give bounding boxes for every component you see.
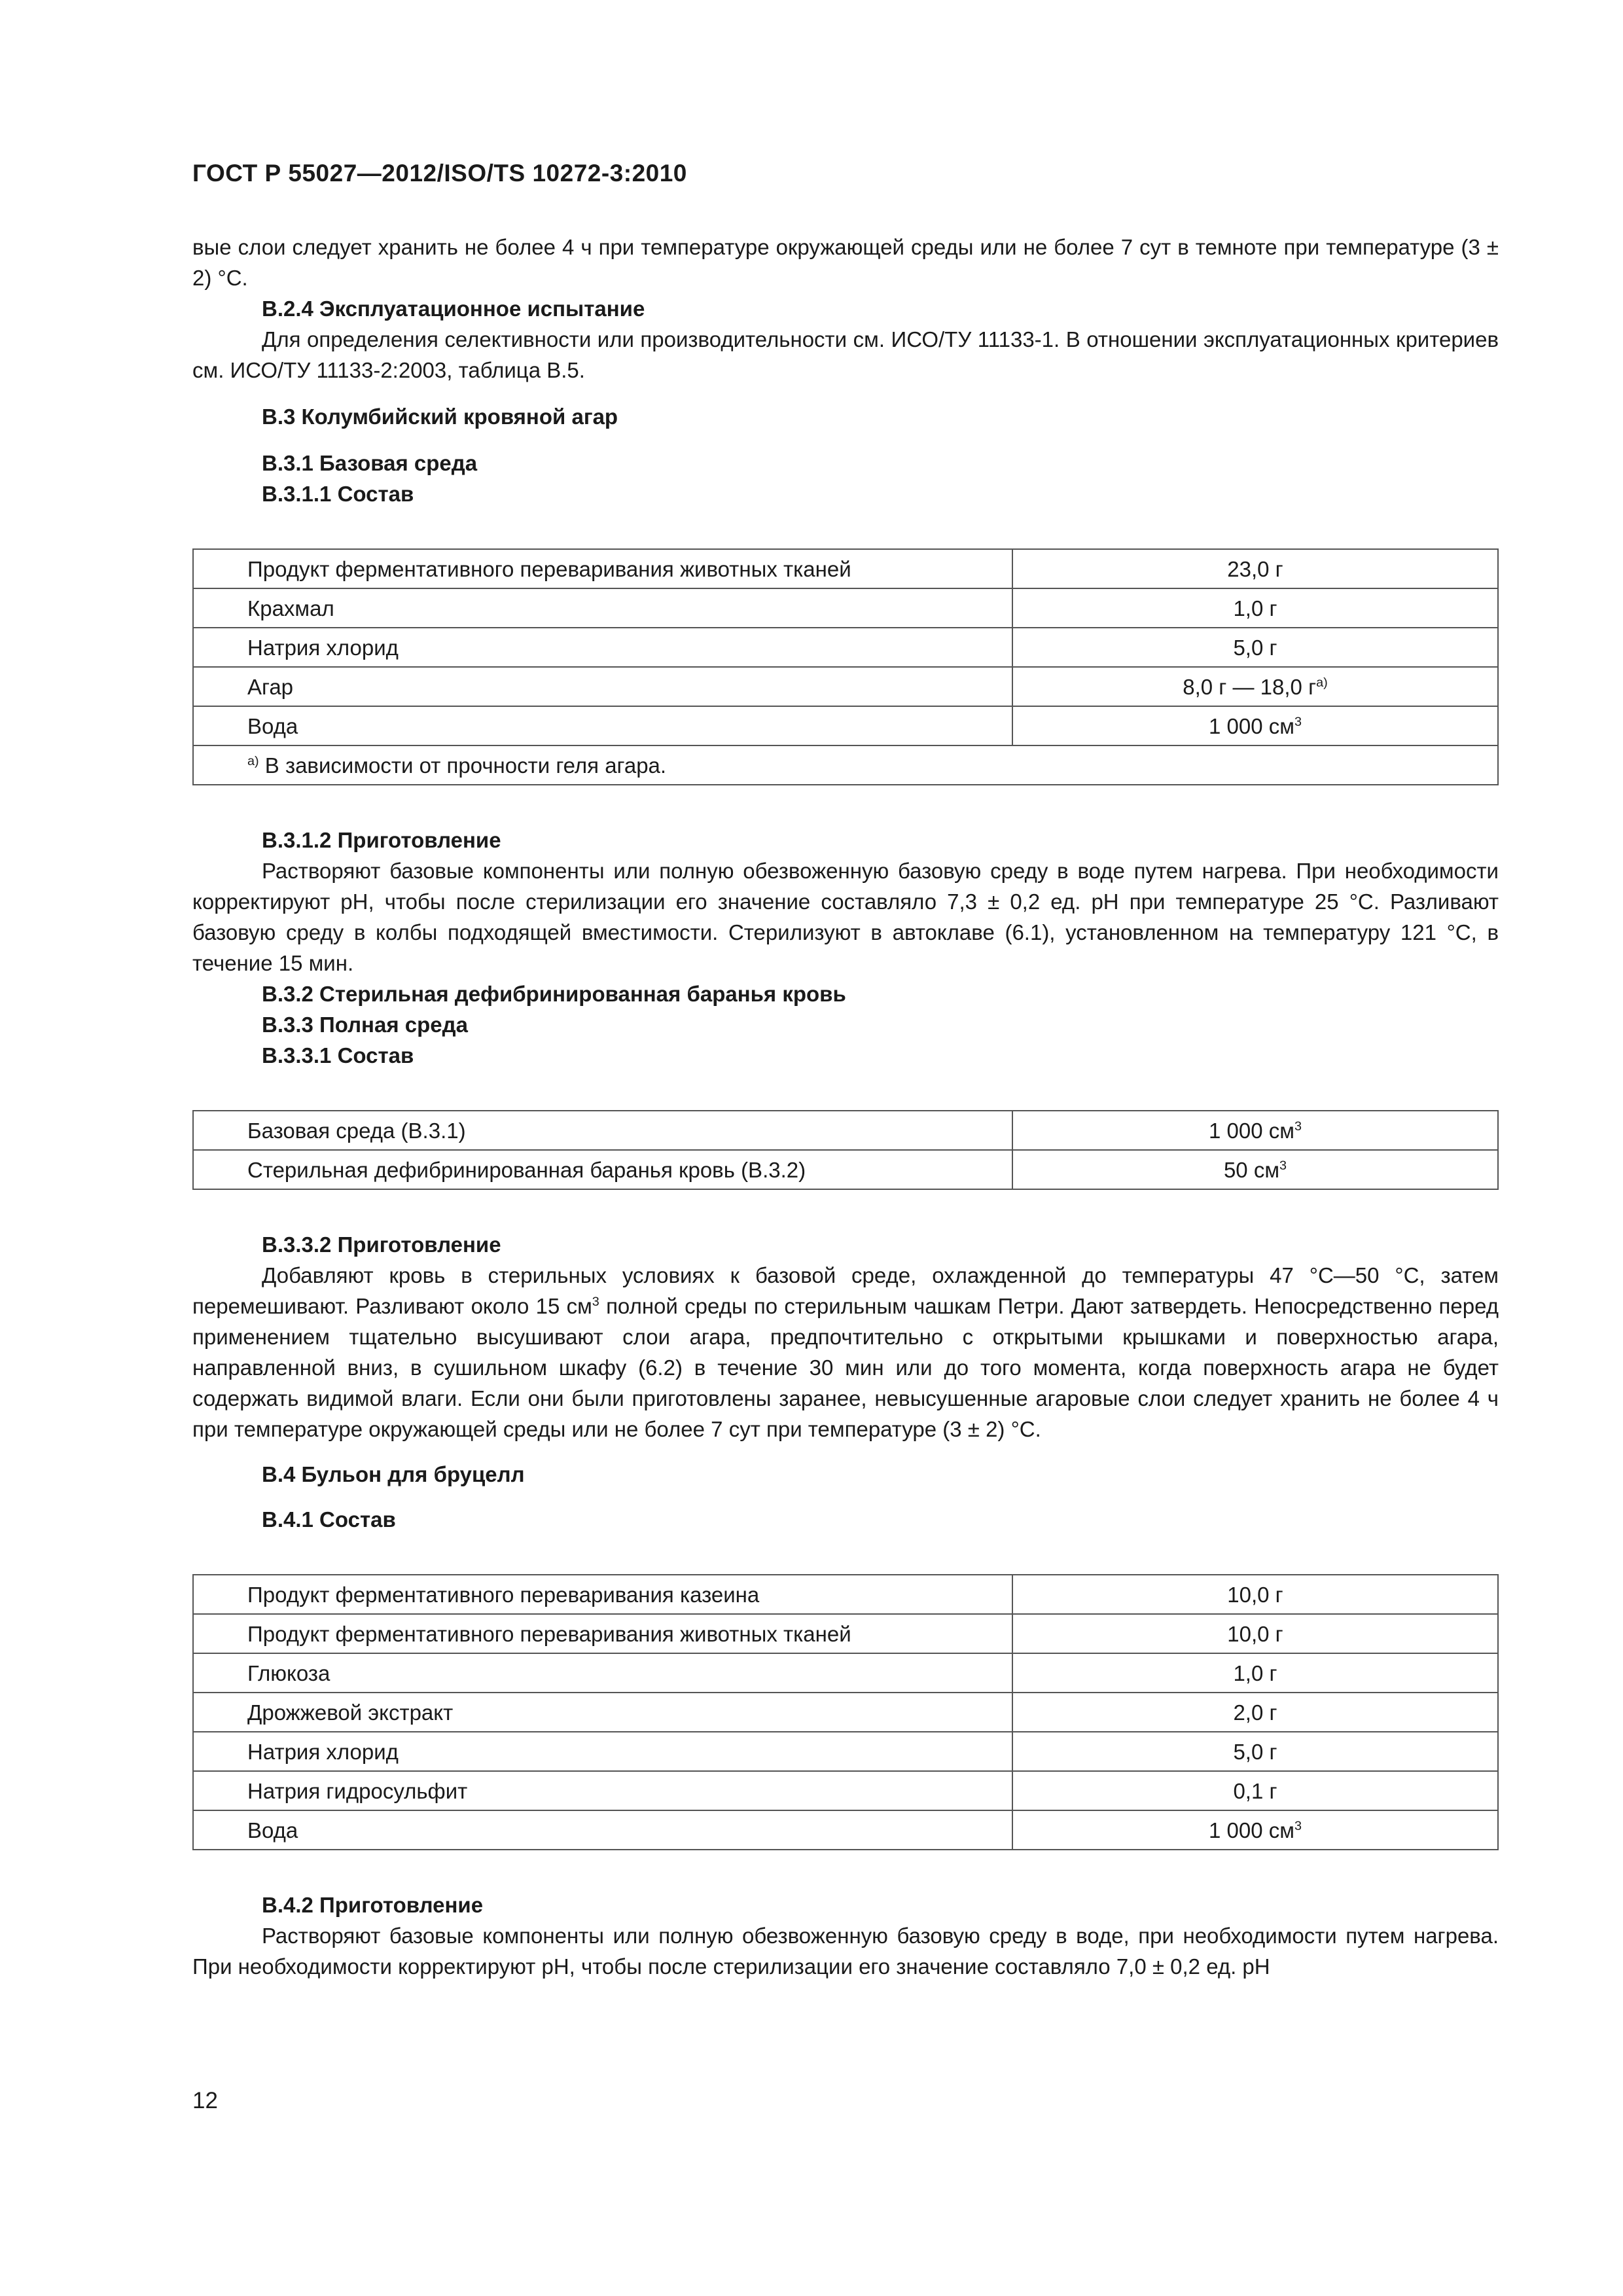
unit-exponent: 3 xyxy=(1294,714,1302,729)
table-row xyxy=(193,549,1498,588)
ingredient-cell: Натрия хлорид xyxy=(193,1732,1012,1771)
amount-cell xyxy=(1012,1111,1498,1150)
amount-value: 1 000 см xyxy=(1209,713,1294,738)
section-b312-heading: B.3.1.2 Приготовление xyxy=(262,828,501,852)
section-b32-heading: B.3.2 Стерильная дефибринированная баранья кровь xyxy=(262,982,846,1006)
ingredient-cell: Дрожжевой экстракт xyxy=(193,1693,1012,1732)
ingredient-cell: Продукт ферментативного переваривания животных тканей xyxy=(193,549,1012,588)
table-footnote xyxy=(193,745,1498,785)
table-row xyxy=(193,1614,1498,1653)
amount-value: 1 000 см xyxy=(1209,1818,1294,1842)
section-b332-heading: B.3.3.2 Приготовление xyxy=(262,1232,501,1257)
table-row xyxy=(193,1810,1498,1850)
unit-exponent: 3 xyxy=(1294,1119,1302,1134)
amount-cell: 1,0 г xyxy=(1012,588,1498,628)
table-row xyxy=(193,1653,1498,1693)
section-b3-heading: B.3 Колумбийский кровяной агар xyxy=(262,404,618,429)
continuation-paragraph: вые слои следует хранить не более 4 ч при температуре окружающей среды или не более 7 сут в темноте при температуре (3 ± 2) °С. xyxy=(192,235,1499,290)
composition-table-complete-medium xyxy=(192,1110,1499,1190)
amount-cell: 5,0 г xyxy=(1012,1732,1498,1771)
composition-table-brucella-broth xyxy=(192,1574,1499,1850)
unit-exponent: 3 xyxy=(1279,1158,1287,1173)
table-footnote-row xyxy=(193,745,1498,785)
ingredient-cell: Вода xyxy=(193,1810,1012,1850)
ingredient-cell: Натрия гидросульфит xyxy=(193,1771,1012,1810)
section-b41-heading: B.4.1 Состав xyxy=(262,1507,396,1532)
amount-cell xyxy=(1012,706,1498,745)
amount-cell: 0,1 г xyxy=(1012,1771,1498,1810)
amount-cell: 5,0 г xyxy=(1012,628,1498,667)
paragraph-text-part: Добавляют кровь в стерильных условиях к базовой среде, охлажденной до температуры 47 °С—50 °С, затем перемешивают. Разливают около 15 см xyxy=(192,1263,1499,1318)
section-b24-text: Для определения селективности или производительности см. ИСО/ТУ 11133-1. В отношении эксплуатационных критериев см. ИСО/ТУ 11133-2:2003, таблица В.5. xyxy=(192,327,1499,382)
section-b33-heading: B.3.3 Полная среда xyxy=(262,1013,468,1037)
ingredient-cell: Продукт ферментативного переваривания животных тканей xyxy=(193,1614,1012,1653)
ingredient-cell: Глюкоза xyxy=(193,1653,1012,1693)
table-row xyxy=(193,628,1498,667)
composition-table-base-medium xyxy=(192,548,1499,785)
section-b24-heading: B.2.4 Эксплуатационное испытание xyxy=(262,296,645,321)
page-content xyxy=(192,232,1499,1982)
unit-exponent: 3 xyxy=(592,1295,599,1309)
page-number: 12 xyxy=(192,2088,218,2113)
section-b42-text: Растворяют базовые компоненты или полную обезвоженную базовую среду в воде, при необходимости путем нагрева. При необходимости корректируют pH, чтобы после стерилизации его значение составляло 7,0 ± 0,2 ед. pH xyxy=(192,1924,1499,1979)
section-b331-heading: B.3.3.1 Состав xyxy=(262,1043,414,1067)
amount-cell xyxy=(1012,667,1498,706)
table-row xyxy=(193,706,1498,745)
ingredient-cell: Стерильная дефибринированная баранья кровь (В.3.2) xyxy=(193,1150,1012,1189)
table-row xyxy=(193,667,1498,706)
amount-cell: 1,0 г xyxy=(1012,1653,1498,1693)
amount-value: 1 000 см xyxy=(1209,1118,1294,1143)
section-b332-text xyxy=(192,1260,1499,1444)
section-b312-text: Растворяют базовые компоненты или полную обезвоженную базовую среду в воде путем нагрева. При необходимости корректируют pH, чтобы после стерилизации его значение составляло 7,3 ± 0,2 ед. pH при температуре 25 °С. Разливают базовую среду в колбы подходящей вместимости. Стерилизуют в автоклаве (6.1), установленном на температуру 121 °С, в течение 15 мин. xyxy=(192,859,1499,975)
paragraph-text-part: полной среды по стерильным чашкам Петри. Дают затвердеть. Непосредственно перед применением тщательно высушивают слои агара, предпочтительно с открытыми крышками и поверхностью агара, направленной вниз, в сушильном шкафу (6.2) в течение 30 мин или до того момента, когда поверхность агара не будет содержать видимой влаги. Если они были приготовлены заранее, невысушенные агаровые слои следует хранить не более 4 ч при температуре окружающей среды или не более 7 сут при температуре (3 ± 2) °С. xyxy=(192,1294,1499,1441)
table-row xyxy=(193,1575,1498,1614)
table-row xyxy=(193,1150,1498,1189)
amount-value: 8,0 г — 18,0 г xyxy=(1183,674,1317,699)
amount-value: 50 см xyxy=(1223,1157,1280,1182)
ingredient-cell: Базовая среда (В.3.1) xyxy=(193,1111,1012,1150)
amount-cell xyxy=(1012,1810,1498,1850)
amount-cell: 10,0 г xyxy=(1012,1614,1498,1653)
table-row xyxy=(193,1732,1498,1771)
table-row xyxy=(193,1693,1498,1732)
unit-exponent: 3 xyxy=(1294,1818,1302,1833)
section-b311-heading: B.3.1.1 Состав xyxy=(262,482,414,506)
footnote-marker: а) xyxy=(247,753,259,768)
section-b31-heading: B.3.1 Базовая среда xyxy=(262,451,478,475)
ingredient-cell: Крахмал xyxy=(193,588,1012,628)
table-row xyxy=(193,588,1498,628)
ingredient-cell: Продукт ферментативного переваривания казеина xyxy=(193,1575,1012,1614)
document-header: ГОСТ Р 55027—2012/ISO/TS 10272-3:2010 xyxy=(192,160,687,187)
amount-cell: 23,0 г xyxy=(1012,549,1498,588)
section-b42-heading: B.4.2 Приготовление xyxy=(262,1893,484,1917)
ingredient-cell: Натрия хлорид xyxy=(193,628,1012,667)
ingredient-cell: Агар xyxy=(193,667,1012,706)
table-row xyxy=(193,1111,1498,1150)
amount-cell xyxy=(1012,1150,1498,1189)
ingredient-cell: Вода xyxy=(193,706,1012,745)
footnote-marker: а) xyxy=(1316,675,1328,690)
amount-cell: 2,0 г xyxy=(1012,1693,1498,1732)
footnote-text: В зависимости от прочности геля агара. xyxy=(259,753,667,778)
amount-cell: 10,0 г xyxy=(1012,1575,1498,1614)
section-b4-heading: B.4 Бульон для бруцелл xyxy=(262,1462,525,1486)
table-row xyxy=(193,1771,1498,1810)
